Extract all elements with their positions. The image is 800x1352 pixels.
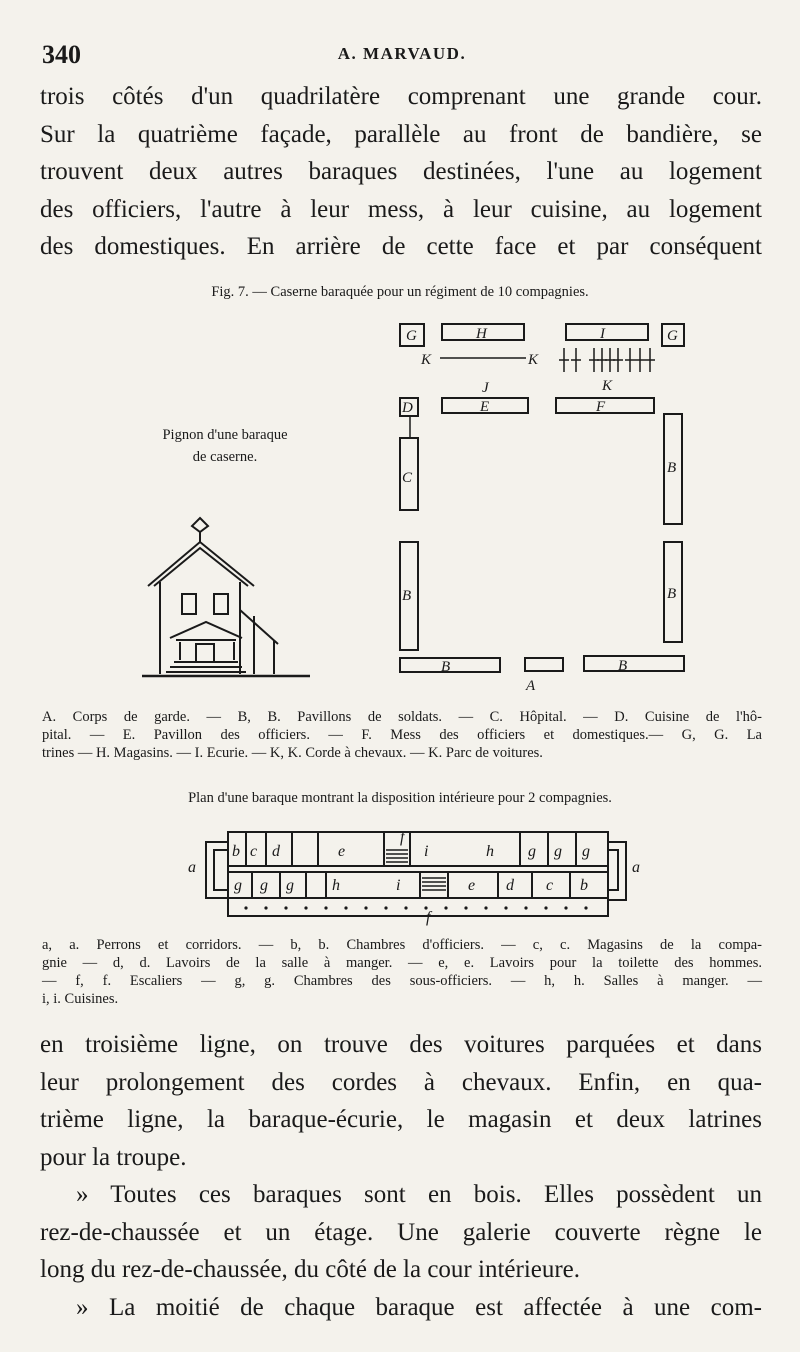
label-c: c [250,843,258,860]
running-title: A. MARVAUD. [337,44,467,63]
label-j: J [482,380,489,396]
page-number: 340 [42,40,81,69]
label-b: B [441,659,451,675]
text-line: long du rez-de-chaussée, du côté de la cour intérieure. [40,1256,581,1283]
label-i: i [424,843,429,860]
label-e: E [480,399,490,415]
label-g: G [406,328,417,344]
label-a: A [526,678,536,694]
label-k: K [602,378,613,394]
text-line: rez-de-chaussée et un étage. Une galerie couverte règne le [40,1218,762,1246]
label-i: I [600,326,605,342]
label-i: i [396,877,401,894]
corps-de-garde-a [525,658,563,671]
label-g: g [554,843,562,860]
figure2-caption: Plan d'une baraque montrant la disposition intérieure pour 2 compagnies. [188,790,612,806]
text-line: des officiers, l'autre à leur mess, à leur cuisine, au logement [40,195,762,223]
text-line: en troisième ligne, on trouve des voitures parquées et dans [40,1031,762,1058]
text-line: Sur la quatrième façade, parallèle au front de bandière, se [40,120,762,148]
text-line: » La moitié de chaque baraque est affectée à une com- [76,1293,762,1321]
legend-line: gnie — d, d. Lavoirs de la salle à manger. — e, e. Lavoirs pour la toilette des hommes. [42,955,762,971]
ecurie-i [566,324,648,340]
label-c: C [402,470,413,486]
text-line: trième ligne, la baraque-écurie, le magasin et deux latrines [40,1106,762,1133]
label-e: e [468,877,476,894]
text-line: trois côtés d'un quadrilatère comprenant une grande cour. [40,83,762,110]
text-line: » Toutes ces baraques sont en bois. Elles possèdent un [76,1181,762,1208]
figure1-plan [0,310,800,710]
text-line: trouvent deux autres baraques destinées, l'une au logement [40,158,762,185]
legend-line: a, a. Perrons et corridors. — b, b. Chambres d'officiers. — c, c. Magasins de la compa- [42,937,762,953]
figure1-caption: Fig. 7. — Caserne baraquée pour un régiment de 10 compagnies. [211,284,589,300]
pavillon-b [584,656,684,671]
label-b: B [667,460,677,476]
label-a: a [188,859,196,876]
label-e: e [338,843,346,860]
label-g: g [582,843,590,860]
figure1-legend [42,708,762,762]
label-g: g [260,877,268,894]
label-h: h [332,877,340,894]
label-g: g [528,843,536,860]
label-h: H [476,326,487,342]
bottom-paragraph [40,1026,762,1326]
label-g: g [234,877,242,894]
text-line: des domestiques. En arrière de cette face et par conséquent [40,233,762,260]
label-d: d [272,843,280,860]
legend-line: trines — H. Magasins. — I. Ecurie. — K, K. Corde à chevaux. — K. Parc de voitures. [42,745,543,761]
text-line: pour la troupe. [40,1143,187,1171]
label-f: f [426,909,431,926]
label-h: h [486,843,494,860]
pignon-label-line: de caserne. [192,449,258,465]
legend-line: — f, f. Escaliers — g, g. Chambres des sous-officiers. — h, h. Salles à manger. — [42,973,762,989]
label-b: B [618,658,628,674]
label-a: a [632,859,640,876]
figure2-legend [42,936,762,1008]
legend-line: i, i. Cuisines. [42,991,119,1007]
pignon-drawing [142,518,310,676]
label-f: f [400,829,405,846]
label-b: B [667,586,677,602]
top-paragraph [40,78,762,266]
label-g: G [667,328,678,344]
label-f: F [596,399,606,415]
label-d: d [506,877,514,894]
label-b: b [232,843,240,860]
legend-line: pital. — E. Pavillon des officiers. — F. Mess des officiers et domestiques.— G, G. La [42,727,762,743]
label-c: c [546,877,554,894]
label-g: g [286,877,294,894]
label-d: D [402,400,413,416]
figure2-plan [0,820,800,930]
label-k: K [528,352,539,368]
pignon-label-line: Pignon d'une baraque [162,427,288,443]
page-header [42,40,762,70]
text-line: leur prolongement des cordes à chevaux. Enfin, en qua- [40,1068,762,1096]
label-b: b [580,877,588,894]
label-b: B [402,588,412,604]
legend-line: A. Corps de garde. — B, B. Pavillons de soldats. — C. Hôpital. — D. Cuisine de l'hô- [42,709,762,725]
label-k: K [421,352,432,368]
